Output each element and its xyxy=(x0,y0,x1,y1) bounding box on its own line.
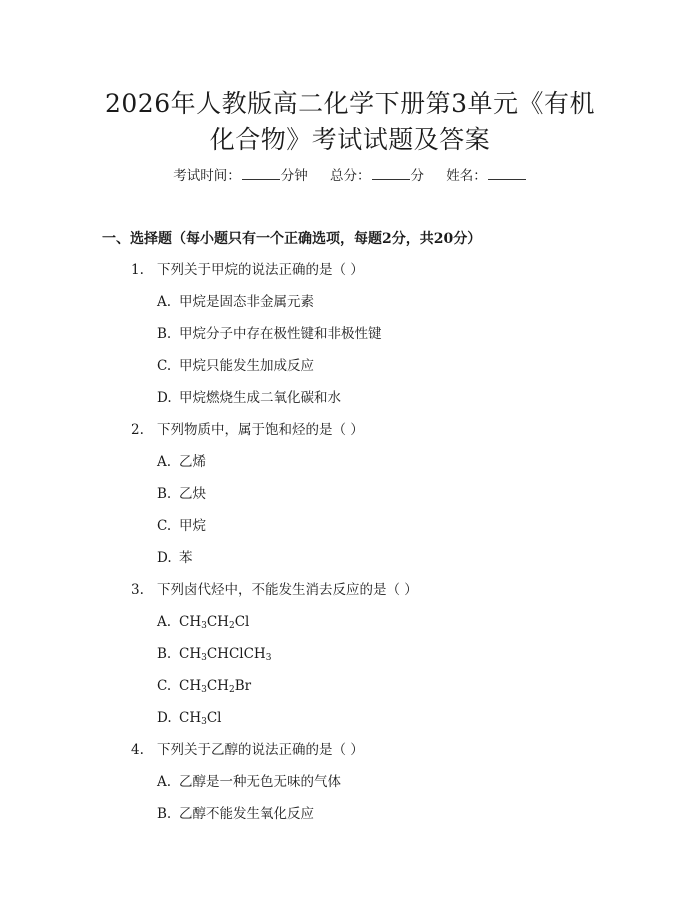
option-text: $CH_3Cl$ xyxy=(179,710,222,727)
exam-time-label: 考试时间： xyxy=(173,168,241,184)
option-letter: D. xyxy=(157,710,172,726)
option-letter: B. xyxy=(157,806,172,822)
exam-time-blank xyxy=(242,167,280,180)
answer-option xyxy=(157,644,271,664)
exam-time-unit: 分钟 xyxy=(280,168,308,184)
question-1 xyxy=(131,260,364,280)
question-number: 1. xyxy=(131,262,144,278)
answer-option xyxy=(157,548,193,568)
question-4 xyxy=(131,740,364,760)
option-text: $CH_3CH_2Br$ xyxy=(179,678,252,695)
exam-time-field xyxy=(173,166,308,186)
option-letter: D. xyxy=(157,550,172,566)
option-letter: B. xyxy=(157,486,172,502)
answer-option xyxy=(157,612,249,632)
option-text: $CH_3CHClCH_3$ xyxy=(179,646,272,663)
option-text: 乙醇是一种无色无味的气体 xyxy=(179,774,341,790)
document-title-line-1: 2026年人教版高二化学下册第3单元《有机 xyxy=(104,89,596,118)
option-letter: A. xyxy=(157,294,172,310)
answer-option xyxy=(157,452,206,472)
option-text: $CH_3CH_2Cl$ xyxy=(179,614,250,631)
option-text: 乙炔 xyxy=(179,486,206,502)
question-text: 下列关于乙醇的说法正确的是（ ） xyxy=(157,742,364,758)
option-text: 乙烯 xyxy=(179,454,206,470)
document-title-line-2: 化合物》考试试题及答案 xyxy=(209,125,491,154)
option-letter: C. xyxy=(157,678,172,694)
question-text: 下列关于甲烷的说法正确的是（ ） xyxy=(157,262,364,278)
option-letter: A. xyxy=(157,774,172,790)
answer-option xyxy=(157,676,251,696)
answer-option xyxy=(157,484,206,504)
question-number: 3. xyxy=(131,582,144,598)
question-text: 下列卤代烃中，不能发生消去反应的是（ ） xyxy=(157,582,418,598)
answer-option xyxy=(157,804,314,824)
section-heading-multiple-choice: 一、选择题（每小题只有一个正确选项，每题2分，共20分） xyxy=(102,231,482,247)
answer-option xyxy=(157,292,314,312)
question-text: 下列物质中，属于饱和烃的是（ ） xyxy=(157,422,364,438)
answer-option xyxy=(157,388,341,408)
option-text: 甲烷是固态非金属元素 xyxy=(179,294,314,310)
question-2 xyxy=(131,420,364,440)
answer-option xyxy=(157,516,206,536)
option-letter: B. xyxy=(157,646,172,662)
option-text: 乙醇不能发生氧化反应 xyxy=(179,806,314,822)
option-letter: D. xyxy=(157,390,172,406)
student-name-blank xyxy=(488,167,526,180)
question-number: 2. xyxy=(131,422,144,438)
exam-info-line xyxy=(0,166,700,186)
total-score-unit: 分 xyxy=(410,168,424,184)
option-letter: C. xyxy=(157,518,172,534)
option-text: 甲烷分子中存在极性键和非极性键 xyxy=(179,326,382,342)
option-text: 甲烷只能发生加成反应 xyxy=(179,358,314,374)
answer-option xyxy=(157,708,222,728)
answer-option xyxy=(157,772,341,792)
question-3 xyxy=(131,580,418,600)
answer-option xyxy=(157,324,382,344)
total-score-blank xyxy=(372,167,410,180)
option-text: 甲烷 xyxy=(179,518,206,534)
total-score-label: 总分： xyxy=(330,168,371,184)
student-name-label: 姓名： xyxy=(446,168,487,184)
answer-option xyxy=(157,356,314,376)
student-name-field xyxy=(446,166,527,186)
option-text: 甲烷燃烧生成二氧化碳和水 xyxy=(179,390,341,406)
option-letter: A. xyxy=(157,614,172,630)
option-letter: B. xyxy=(157,326,172,342)
total-score-field xyxy=(330,166,424,186)
question-number: 4. xyxy=(131,742,144,758)
option-letter: C. xyxy=(157,358,172,374)
option-letter: A. xyxy=(157,454,172,470)
option-text: 苯 xyxy=(179,550,193,566)
